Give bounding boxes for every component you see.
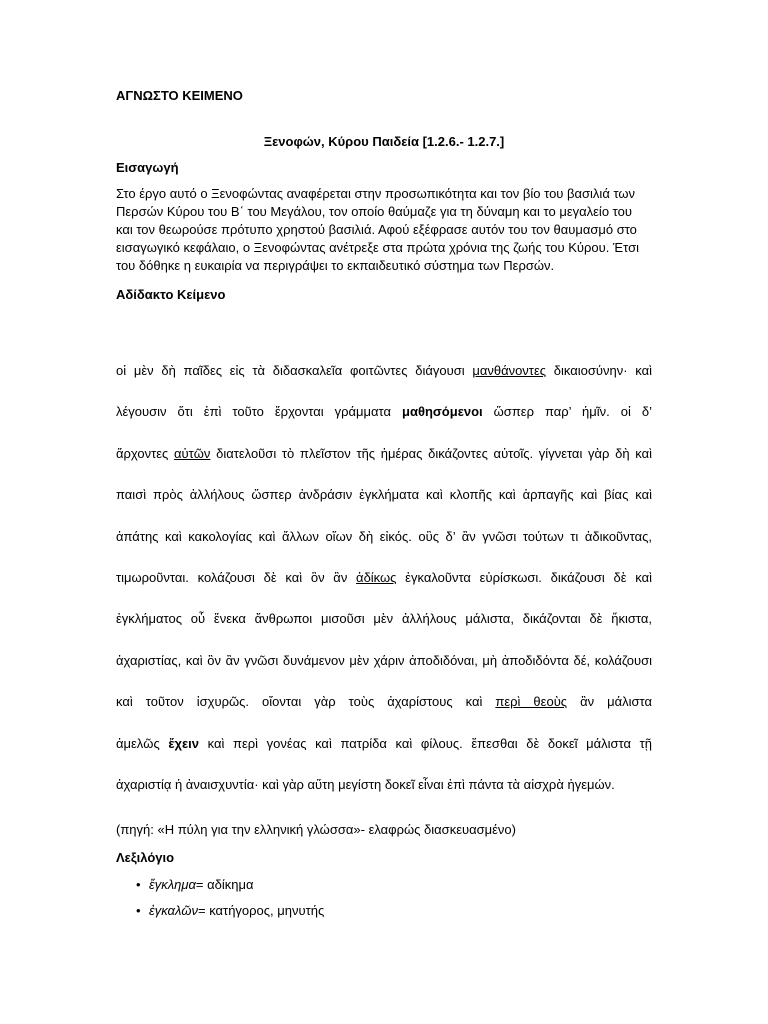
document-title: ΑΓΝΩΣΤΟ ΚΕΙΜΕΝΟ (116, 88, 243, 103)
vocab-definition: = κατήγορος, μηνυτής (198, 903, 325, 918)
greek-text-segment: ὥσπερ παρ’ ἡμῖν. οἱ δ’ (482, 404, 653, 419)
greek-line (116, 403, 652, 421)
intro-paragraph (116, 185, 656, 275)
underlined-word: περὶ θεοὺς (495, 694, 568, 709)
intro-heading: Εισαγωγή (116, 160, 179, 175)
intro-line: Στο έργο αυτό ο Ξενοφώντας αναφέρεται στην προσωπικότητα και τον βίο του βασιλιά των (116, 186, 636, 201)
vocab-term: ἔγκλημα (149, 877, 196, 892)
greek-text-segment: ἀμελῶς (116, 736, 169, 751)
greek-text-segment: καὶ περὶ γονέας καὶ πατρίδα καὶ φίλους. ἕπεσθαι δὲ δοκεῖ μάλιστα τῇ (199, 736, 653, 751)
intro-line: και τον θεωρούσε πρότυπο χρηστού βασιλιά. Αφού εξέφρασε αυτόν του τον θαυμασμό στο (116, 222, 637, 237)
document-subtitle: Ξενοφών, Κύρου Παιδεία [1.2.6.- 1.2.7.] (263, 134, 505, 149)
greek-line (116, 693, 652, 711)
greek-text-segment: ἄρχοντες (116, 446, 174, 461)
underlined-word: μανθάνοντες (472, 363, 547, 378)
greek-line (116, 362, 652, 380)
bullet-icon: • (136, 903, 141, 918)
greek-text-segment: δικαιοσύνην· καὶ (546, 363, 652, 378)
text-heading: Αδίδακτο Κείμενο (116, 287, 226, 302)
vocab-item (116, 876, 324, 902)
greek-line (116, 569, 652, 587)
greek-text-segment: οἱ μὲν δὴ παῖδες εἰς τὰ διδασκαλεῖα φοιτῶντες διάγουσι (116, 363, 473, 378)
vocab-term: ἐγκαλῶν (149, 903, 198, 918)
greek-text-segment: καὶ τοῦτον ἰσχυρῶς. οἴονται γὰρ τοὺς ἀχαρίστους καὶ (116, 694, 496, 709)
intro-line: εισαγωγικό κεφάλαιο, ο Ξενοφώντας ανέτρεξε στα πρώτα χρόνια της ζωής του Κύρου. Έτσι (116, 240, 639, 255)
greek-text-segment: λέγουσιν ὅτι ἐπὶ τοῦτο ἔρχονται γράμματα (116, 404, 402, 419)
greek-line (116, 735, 652, 753)
greek-text-segment: τιμωροῦνται. κολάζουσι δὲ καὶ ὃν ἂν (116, 570, 357, 585)
source-note: (πηγή: «Η πύλη για την ελληνική γλώσσα»- ελαφρώς διασκευασμένο) (116, 822, 516, 837)
underlined-word: αὐτῶν (173, 446, 211, 461)
greek-line (116, 445, 652, 463)
intro-line: του δόθηκε η ευκαιρία να περιγράψει το εκπαιδευτικό σύστημα των Περσών. (116, 258, 555, 273)
greek-text-segment: ἀχαριστίᾳ ἡ ἀναισχυντία· καὶ γὰρ αὕτη μεγίστη δοκεῖ εἶναι ἐπὶ πάντα τὰ αἰσχρὰ ἡγεμών. (116, 777, 615, 792)
greek-line (116, 528, 652, 546)
bold-word: μαθησόμενοι (402, 404, 483, 419)
intro-line: Περσών Κύρου του Β΄ του Μεγάλου, τον οποίο θαύμαζε για τη δύναμη και το μεγαλείο του (116, 204, 632, 219)
greek-text-segment: ἐγκλήματος οὗ ἕνεκα ἄνθρωποι μισοῦσι μὲν ἀλλήλους μάλιστα, δικάζονται δὲ ἥκιστα, (116, 611, 652, 626)
greek-line (116, 652, 652, 670)
greek-text-segment: ἐγκαλοῦντα εὑρίσκωσι. δικάζουσι δὲ καὶ (396, 570, 652, 585)
greek-text-segment: ἀχαριστίας, καὶ ὃν ἂν γνῶσι δυνάμενον μὲν χάριν ἀποδιδόναι, μὴ ἀποδιδόντα δέ, κολάζουσι (116, 653, 652, 668)
greek-text-segment: διατελοῦσι τὸ πλεῖστον τῆς ἡμέρας δικάζοντες αὐτοῖς. γίγνεται γὰρ δὴ καὶ (210, 446, 652, 461)
vocab-definition: = αδίκημα (195, 877, 254, 892)
vocab-heading: Λεξιλόγιο (116, 850, 175, 865)
greek-text-segment: ἀπάτης καὶ κακολογίας καὶ ἄλλων οἵων δὴ εἰκός. οὓς δ’ ἂν γνῶσι τούτων τι ἀδικοῦντας, (116, 529, 652, 544)
greek-line (116, 776, 652, 794)
greek-line (116, 610, 652, 628)
greek-text-segment: παισὶ πρὸς ἀλλήλους ὥσπερ ἀνδράσιν ἐγκλήματα καὶ κλοπῆς καὶ ἁρπαγῆς καὶ βίας καὶ (116, 487, 652, 502)
vocab-list (116, 876, 324, 928)
underlined-word: ἀδίκως (356, 570, 397, 585)
bullet-icon: • (136, 877, 141, 892)
bold-word: ἔχειν (168, 736, 200, 751)
greek-line (116, 486, 652, 504)
greek-text-segment: ἂν μάλιστα (567, 694, 653, 709)
vocab-item (116, 902, 324, 928)
